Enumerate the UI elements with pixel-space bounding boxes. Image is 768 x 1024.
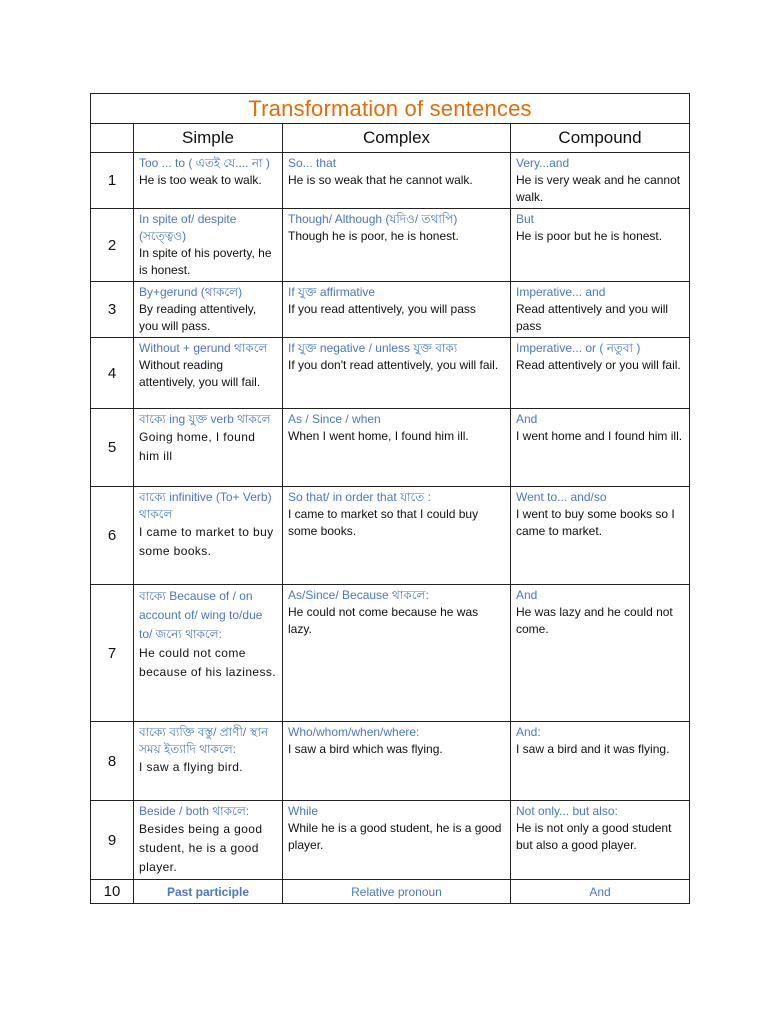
- complex-keyword: As/Since/ Because থাকলে:: [288, 588, 429, 602]
- complex-cell: [283, 409, 511, 487]
- row-number: 2: [91, 209, 134, 282]
- compound-example: He was lazy and he could not come.: [516, 605, 673, 636]
- complex-example: He could not come because he was lazy.: [288, 605, 479, 636]
- compound-cell: [511, 409, 690, 487]
- simple-example: Without reading attentively, you will fail.: [139, 358, 261, 389]
- compound-keyword: Imperative... and: [516, 285, 606, 299]
- table-row: [91, 338, 690, 409]
- complex-cell: [283, 722, 511, 801]
- compound-cell: [511, 487, 690, 585]
- page-title: Transformation of sentences: [248, 95, 532, 121]
- simple-cell: [134, 409, 283, 487]
- row-number: 7: [91, 585, 134, 722]
- complex-cell: [283, 209, 511, 282]
- complex-keyword: If যুক্ত affirmative: [288, 285, 376, 299]
- table-row: [91, 209, 690, 282]
- compound-example: He is not only a good student but also a good player.: [516, 821, 672, 852]
- simple-keyword: বাক্যে infinitive (To+ Verb) থাকলে: [139, 490, 272, 521]
- complex-example: He is so weak that he cannot walk.: [288, 173, 473, 187]
- compound-keyword: And: [511, 880, 690, 904]
- complex-cell: [283, 153, 511, 209]
- row-number: 3: [91, 282, 134, 338]
- header-row: [91, 124, 690, 153]
- simple-keyword: By+gerund (থাকলে): [139, 285, 243, 299]
- complex-example: When I went home, I found him ill.: [288, 429, 469, 443]
- simple-example: Besides being a good student, he is a good player.: [139, 822, 263, 874]
- simple-keyword: Too ... to ( এতই যে.... না ): [139, 156, 270, 170]
- compound-cell: [511, 153, 690, 209]
- compound-keyword: And: [516, 412, 538, 426]
- complex-keyword: So that/ in order that যাতে :: [288, 490, 431, 504]
- row-number: 9: [91, 801, 134, 880]
- simple-keyword: বাক্যে ব্যক্তি বস্তু/ প্রাণী/ স্থান সময় ইত্যাদি থাকলে:: [139, 725, 269, 756]
- complex-cell: [283, 801, 511, 880]
- table-row: [91, 153, 690, 209]
- compound-cell: [511, 585, 690, 722]
- compound-keyword: Imperative... or ( নতুবা ): [516, 341, 641, 355]
- simple-keyword: বাক্যে ing যুক্ত verb থাকলে: [139, 412, 271, 426]
- compound-cell: [511, 801, 690, 880]
- table-row: [91, 282, 690, 338]
- complex-cell: [283, 282, 511, 338]
- compound-example: Read attentively and you will pass: [516, 302, 669, 333]
- simple-cell: [134, 209, 283, 282]
- compound-example: He is poor but he is honest.: [516, 229, 663, 243]
- simple-cell: [134, 338, 283, 409]
- simple-cell: [134, 722, 283, 801]
- complex-keyword: While: [288, 804, 319, 818]
- compound-keyword: And:: [516, 725, 541, 739]
- table-row: [91, 487, 690, 585]
- header-compound: Compound: [511, 124, 690, 153]
- compound-keyword: But: [516, 212, 535, 226]
- complex-cell: [283, 487, 511, 585]
- complex-example: I came to market so that I could buy some books.: [288, 507, 479, 538]
- header-complex: Complex: [283, 124, 511, 153]
- simple-example: He is too weak to walk.: [139, 173, 262, 187]
- simple-keyword: Without + gerund থাকলে: [139, 341, 268, 355]
- compound-keyword: Very...and: [516, 156, 570, 170]
- compound-cell: [511, 722, 690, 801]
- table-row: [91, 409, 690, 487]
- complex-keyword: So... that: [288, 156, 337, 170]
- complex-keyword: Though/ Although (যদিও/ তথাপি): [288, 212, 458, 226]
- simple-example: I came to market to buy some books.: [139, 525, 274, 558]
- compound-example: I went to buy some books so I came to market.: [516, 507, 675, 538]
- simple-example: He could not come because of his laziness.: [139, 646, 277, 679]
- simple-example: In spite of his poverty, he is honest.: [139, 246, 272, 277]
- simple-keyword: বাক্যে Because of / on account of/ wing to/due to/ জন্যে থাকলে:: [139, 589, 263, 641]
- complex-example: While he is a good student, he is a good player.: [288, 821, 502, 852]
- simple-example: By reading attentively, you will pass.: [139, 302, 257, 333]
- row-number: 1: [91, 153, 134, 209]
- simple-keyword: In spite of/ despite (সত্ত্বেও): [139, 212, 237, 243]
- compound-keyword: Not only... but also:: [516, 804, 618, 818]
- simple-keyword: Beside / both থাকলে:: [139, 804, 250, 818]
- simple-cell: [134, 282, 283, 338]
- simple-example: I saw a flying bird.: [139, 760, 244, 774]
- complex-keyword: As / Since / when: [288, 412, 381, 426]
- simple-keyword: Past participle: [134, 880, 283, 904]
- simple-cell: [134, 585, 283, 722]
- header-blank: [91, 124, 134, 153]
- row-number: 6: [91, 487, 134, 585]
- complex-cell: [283, 338, 511, 409]
- complex-example: Though he is poor, he is honest.: [288, 229, 459, 243]
- compound-cell: [511, 209, 690, 282]
- complex-keyword: Relative pronoun: [283, 880, 511, 904]
- table-row: [91, 880, 690, 904]
- compound-cell: [511, 282, 690, 338]
- row-number: 4: [91, 338, 134, 409]
- row-number: 10: [91, 880, 134, 904]
- complex-keyword: If যুক্ত negative / unless যুক্ত বাক্য: [288, 341, 458, 355]
- compound-keyword: Went to... and/so: [516, 490, 607, 504]
- table-row: [91, 801, 690, 880]
- simple-cell: [134, 153, 283, 209]
- table-row: [91, 722, 690, 801]
- title-cell: [91, 94, 690, 124]
- row-number: 8: [91, 722, 134, 801]
- complex-cell: [283, 585, 511, 722]
- compound-example: I went home and I found him ill.: [516, 429, 683, 443]
- complex-keyword: Who/whom/when/where:: [288, 725, 420, 739]
- complex-example: If you read attentively, you will pass: [288, 302, 476, 316]
- compound-example: I saw a bird and it was flying.: [516, 742, 670, 756]
- row-number: 5: [91, 409, 134, 487]
- simple-example: Going home, I found him ill: [139, 430, 256, 463]
- compound-example: He is very weak and he cannot walk.: [516, 173, 681, 204]
- simple-cell: [134, 801, 283, 880]
- compound-keyword: And: [516, 588, 538, 602]
- simple-cell: [134, 487, 283, 585]
- transformation-table: [90, 93, 690, 904]
- complex-example: If you don't read attentively, you will fail.: [288, 358, 499, 372]
- compound-cell: [511, 338, 690, 409]
- table-row: [91, 585, 690, 722]
- header-simple: Simple: [134, 124, 283, 153]
- compound-example: Read attentively or you will fail.: [516, 358, 681, 372]
- complex-example: I saw a bird which was flying.: [288, 742, 443, 756]
